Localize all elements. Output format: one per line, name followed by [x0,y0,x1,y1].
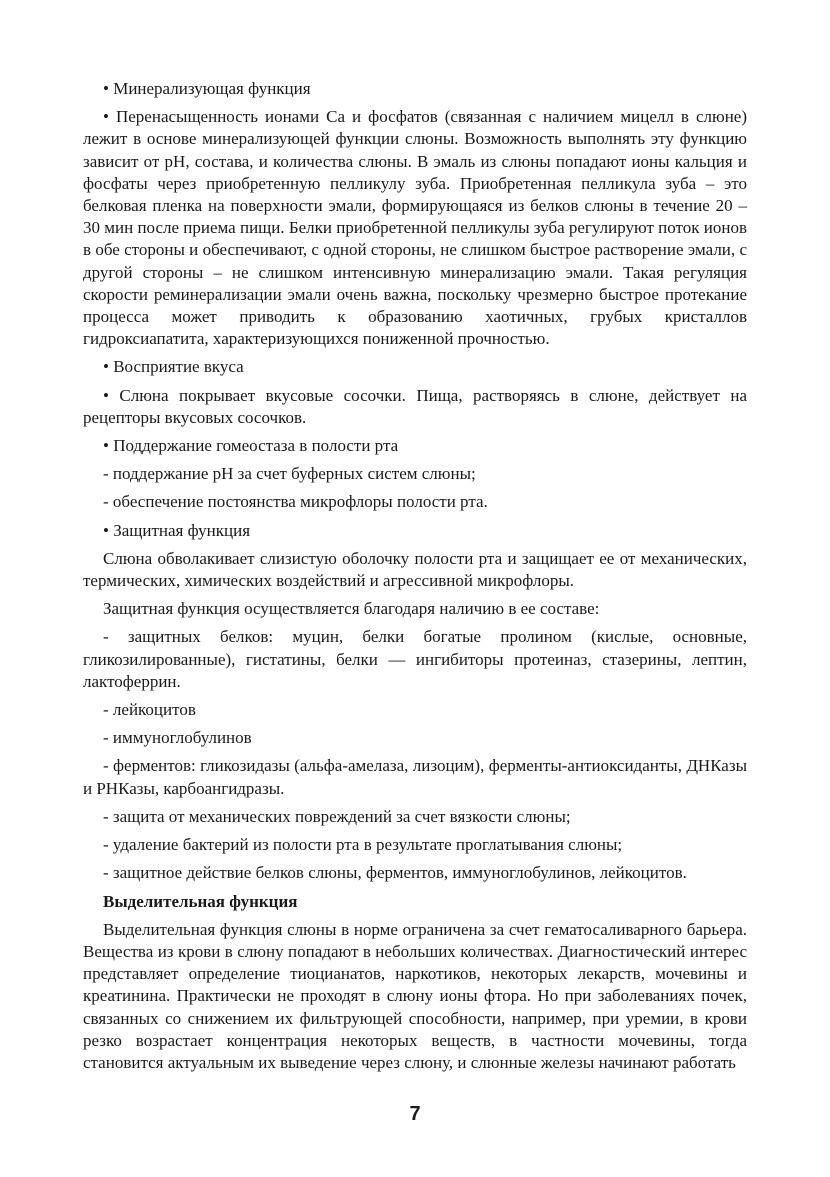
paragraph-mineralizing: • Перенасыщенность ионами Ca и фосфатов (связанная с наличием мицелл в слюне) лежит в основе минерализующей функции слюны. Возможность выполнять эту функцию зависит от pH, состава, и количества слюны. В эмаль из слюны попадают ионы кальция и фосфаты через приобретенную пелликулу зуба. Приобретенная пелликула зуба – это белковая пленка на поверхности эмали, формирующаяся из белков слюны в течение 20 – 30 мин после приема пищи. Белки приобретенной пелликулы зуба регулируют поток ионов в обе стороны и обеспечивают, с одной стороны, не слишком быстрое растворение эмали, с другой стороны – не слишком интенсивную минерализацию эмали. Такая регуляция скорости реминерализации эмали очень важна, поскольку чрезмерно быстрое протекание процесса может приводить к образованию хаотичных, грубых кристаллов гидроксиапатита, характеризующихся пониженной прочностью. [83,107,747,349]
bullet-heading-mineralizing: • Минерализующая функция [103,79,311,98]
paragraph-protective: Слюна обволакивает слизистую оболочку полости рта и защищает ее от механических, термических, химических воздействий и агрессивной микрофлоры. [83,548,747,591]
list-item: - иммуноглобулинов [103,728,252,748]
list-item: - лейкоцитов [103,700,196,720]
list-item: - удаление бактерий из полости рта в результате проглатывания слюны; [103,835,623,855]
list-item: - защитное действие белков слюны, ферментов, иммуноглобулинов, лейкоцитов. [103,863,687,883]
section-heading-excretory: Выделительная функция [103,891,298,911]
paragraph-taste: • Слюна покрывает вкусовые сосочки. Пища, растворяясь в слюне, действует на рецепторы вкусовых сосочков. [83,385,747,427]
bullet-heading-homeostasis: • Поддержание гомеостаза в полости рта [103,436,399,456]
list-item: - ферментов: гликозидазы (альфа-амелаза, лизоцим), ферменты-антиоксиданты, ДНКазы и РНКазы, карбоангидразы. [83,756,747,798]
list-item: - защитных белков: муцин, белки богатые пролином (кислые, основные, гликозилированные), гистатины, белки — ингибиторы протеиназ, стазерины, лептин, лактоферрин. [83,627,747,691]
bullet-heading-protective: • Защитная функция [103,520,251,540]
paragraph-protective-intro: Защитная функция осуществляется благодаря наличию в ее составе: [103,599,600,619]
list-item: - защита от механических повреждений за счет вязкости слюны; [103,806,571,826]
paragraph-excretory: Выделительная функция слюны в норме ограничена за счет гематосаливарного барьера. Вещества из крови в слюну попадают в небольших количествах. Диагностический интерес представляет определение тиоцианатов, наркотиков, некоторых лекарств, мочевины и креатинина. Практически не проходят в слюну ионы фтора. Но при заболеваниях почек, связанных со снижением их фильтрующей способности, например, при уремии, в крови резко возрастает концентрация некоторых веществ, в частности мочевины, тогда становится актуальным их выведение через слюну, и слюнные железы начинают работать [83,919,747,1072]
bullet-heading-taste: • Восприятие вкуса [103,357,244,377]
page-body [83,78,747,1080]
page-number: 7 [409,1103,421,1125]
list-item: - поддержание рН за счет буферных систем слюны; [103,464,476,484]
list-item: - обеспечение постоянства микрофлоры полости рта. [103,492,488,512]
